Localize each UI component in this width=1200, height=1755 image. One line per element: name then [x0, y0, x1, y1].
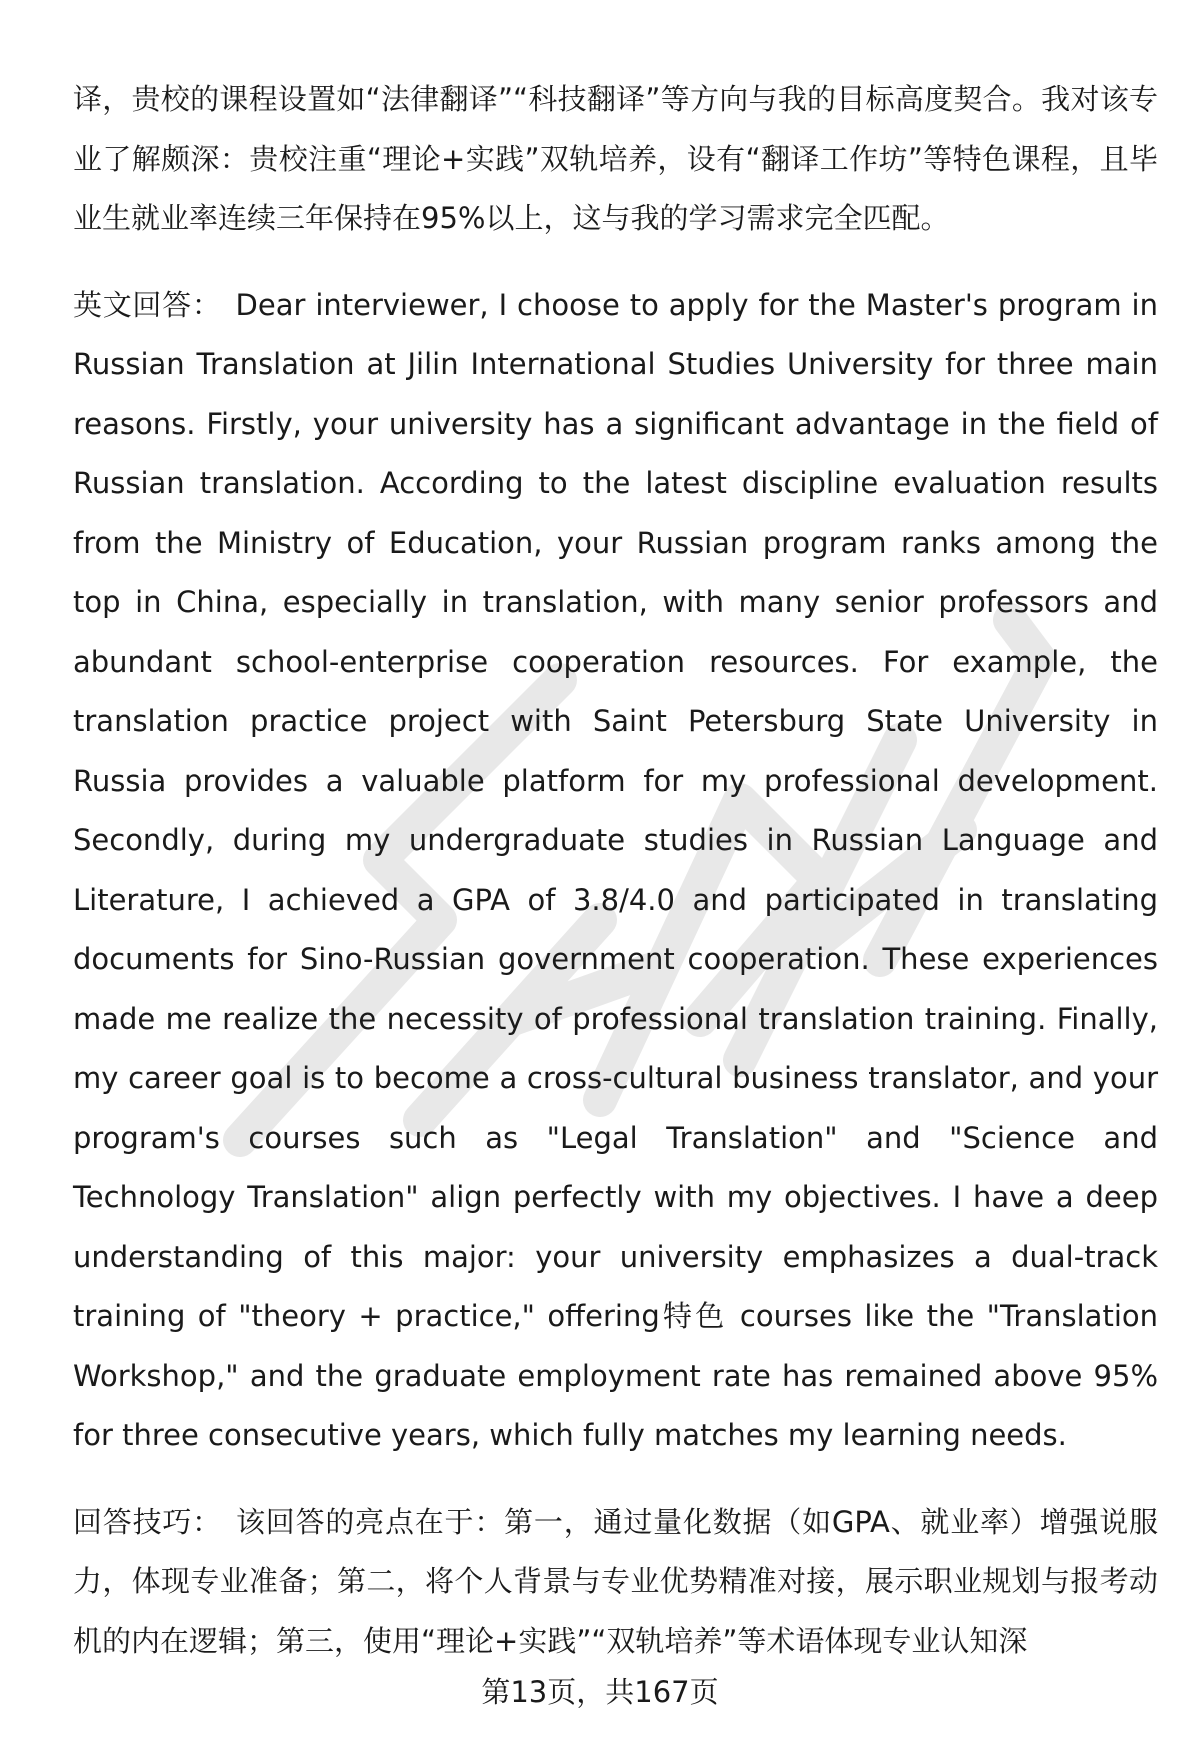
page-number: 第13页，共167页 [481, 1675, 719, 1709]
chinese-answer-continuation: 译，贵校的课程设置如“法律翻译”“科技翻译”等方向与我的目标高度契合。我对该专业了解颇深：贵校注重“理论+实践”双轨培养，设有“翻译工作坊”等特色课程，且毕业生就业率连续三年保持在95%以上，这与我的学习需求完全匹配。 [73, 82, 1158, 235]
document-body [73, 70, 1158, 1671]
answer-tips-paragraph [73, 1493, 1158, 1672]
english-answer-label: 英文回答： [73, 287, 222, 322]
english-answer-text: Dear interviewer, I choose to apply for the Master's program in Russian Translation at Jilin International Studies University for three main reasons. Firstly, your university has a significant advantage in the field of Russian translation. According to the latest discipline evaluation results from the Ministry of Education, your Russian program ranks among the top in China, especially in translation, with many senior professors and abundant school-enterprise cooperation resources. For example, the translation practice project with Saint Petersburg State University in Russia provides a valuable platform for my professional development. Secondly, during my undergraduate studies in Russian Language and Literature, I achieved a GPA of 3.8/4.0 and participated in translating documents for Sino-Russian government cooperation. These experiences made me realize the necessity of professional translation training. Finally, my career goal is to become a cross-cultural business translator, and your program's courses such as "Legal Translation" and "Science and Technology Translation" align perfectly with my objectives. I have a deep understanding of this major: your university emphasizes a dual-track training of "theory + practice," offering特色 courses like the "Translation Workshop," and the graduate employment rate has remained above 95% for three consecutive years, which fully matches my learning needs. [73, 287, 1158, 1452]
answer-tips-label: 回答技巧： [73, 1504, 222, 1539]
answer-tips-text: 该回答的亮点在于：第一，通过量化数据（如GPA、就业率）增强说服力，体现专业准备；第二，将个人背景与专业优势精准对接，展示职业规划与报考动机的内在逻辑；第三，使用“理论+实践”“双轨培养”等术语体现专业认知深 [73, 1504, 1158, 1658]
english-answer-paragraph [73, 276, 1158, 1466]
